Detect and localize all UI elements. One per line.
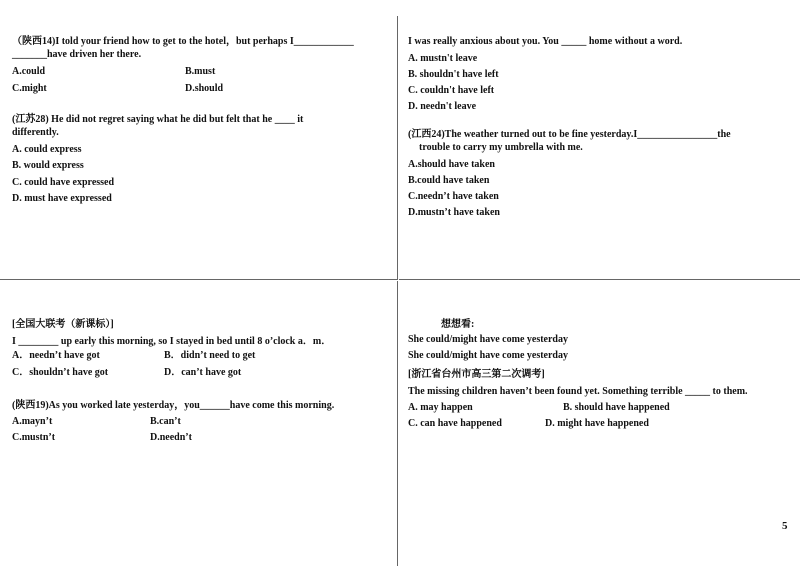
- q3-option-c: C. couldn't have left: [408, 85, 495, 96]
- q4-stem-line-2: trouble to carry my umbrella with me.: [419, 142, 583, 153]
- q6-option-a: A.mayn’t: [12, 416, 53, 427]
- q1-option-c: C.might: [12, 83, 47, 94]
- q2-option-d: D. must have expressed: [12, 193, 112, 204]
- q1-option-d: D.should: [185, 83, 224, 94]
- q3-option-a: A. mustn't leave: [408, 53, 478, 64]
- panel-bottom-right: [399, 281, 800, 566]
- q3-option-b: B. shouldn't have left: [408, 69, 499, 80]
- q2-stem-line-1: (江苏28) He did not regret saying what he did but felt that he ____ it: [12, 114, 304, 125]
- think-line-2: She could/might have come yesterday: [408, 350, 568, 361]
- q4-option-a: A.should have taken: [408, 159, 495, 170]
- q5-option-d: D．can’t have got: [164, 367, 242, 378]
- panel-bottom-left: [0, 281, 398, 566]
- panel-top-left: [0, 16, 398, 280]
- q1-stem-line-1: （陕西14)I told your friend how to get to the hotel，but perhaps I____________: [12, 36, 354, 47]
- q7-stem-line-1: The missing children haven’t been found yet. Something terrible _____ to them.: [408, 386, 748, 397]
- q4-option-d: D.mustn’t have taken: [408, 207, 500, 218]
- q7-option-b: B. should have happened: [563, 402, 670, 413]
- q3-option-d: D. needn't leave: [408, 101, 477, 112]
- q5-source: [全国大联考（新课标）]: [12, 319, 114, 330]
- page-number: 5: [782, 520, 788, 532]
- q2-option-b: B. would express: [12, 160, 84, 171]
- q1-stem-line-2: _______have driven her there.: [12, 49, 142, 60]
- think-line-1: She could/might have come yesterday: [408, 334, 568, 345]
- q7-option-c: C. can have happened: [408, 418, 502, 429]
- q3-stem-line-1: I was really anxious about you. You _____ home without a word.: [408, 36, 683, 47]
- q4-option-c: C.needn’t have taken: [408, 191, 499, 202]
- q5-option-b: B．didn’t need to get: [164, 350, 256, 361]
- q2-stem-line-2: differently.: [12, 127, 59, 138]
- q1-option-a: A.could: [12, 66, 46, 77]
- q6-option-b: B.can’t: [150, 416, 181, 427]
- q1-option-b: B.must: [185, 66, 216, 77]
- panel-top-right: [399, 16, 800, 280]
- q5-option-c: C．shouldn’t have got: [12, 367, 109, 378]
- q7-option-a: A. may happen: [408, 402, 473, 413]
- q4-stem-line-1: (江西24)The weather turned out to be fine yesterday.I________________the: [408, 129, 731, 140]
- q6-option-c: C.mustn’t: [12, 432, 56, 443]
- q6-option-d: D.needn’t: [150, 432, 192, 443]
- q7-option-d: D. might have happened: [545, 418, 649, 429]
- q5-stem-line-1: I ________ up early this morning, so I stayed in bed until 8 o’clock a．m．: [12, 336, 332, 347]
- q2-option-a: A. could express: [12, 144, 82, 155]
- q4-option-b: B.could have taken: [408, 175, 490, 186]
- q7-source: [浙江省台州市高三第二次调考]: [408, 369, 545, 380]
- q6-stem-line-1: (陕西19)As you worked late yesterday，you______have come this morning.: [12, 400, 335, 411]
- q2-option-c: C. could have expressed: [12, 177, 115, 188]
- think-heading: 想想看:: [441, 319, 475, 330]
- q5-option-a: A．needn’t have got: [12, 350, 100, 361]
